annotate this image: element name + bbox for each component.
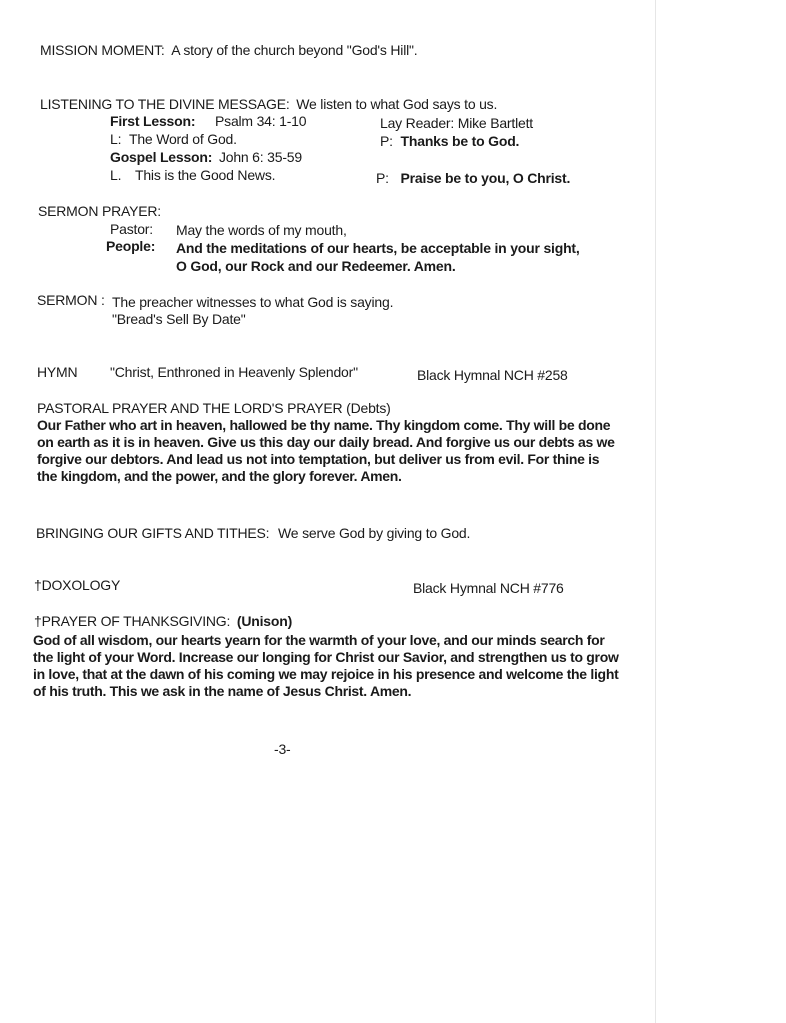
people-line-2: O God, our Rock and our Redeemer. Amen.: [176, 258, 456, 274]
leader-text: The Word of God.: [128, 131, 237, 147]
thanksgiving-line: God of all wisdom, our hearts yearn for the warmth of your love, and our minds search for: [33, 632, 605, 648]
people-text: Praise be to you, O Christ.: [400, 170, 571, 186]
gospel-lesson-line: [110, 149, 302, 165]
lords-prayer-text: [37, 417, 615, 485]
first-lesson-label: First Lesson:: [110, 113, 196, 129]
people-text: Thanks be to God.: [400, 133, 520, 149]
thanksgiving-line: in love, that at the dawn of his coming we may rejoice in his presence and welcome the light: [33, 666, 619, 682]
hymn-title: "Christ, Enthroned in Heavenly Splendor": [110, 364, 358, 380]
doxology-heading: †DOXOLOGY: [34, 577, 121, 593]
lords-prayer-line: forgive our debtors. And lead us not into temptation, but deliver us from evil. For thine is: [37, 451, 600, 467]
thanksgiving-line: the light of your Word. Increase our longing for Christ our Savior, and strengthen us to grow: [33, 649, 619, 665]
page-edge-divider: [655, 0, 656, 1023]
thanksgiving-heading-line: [34, 613, 292, 629]
mission-moment-line: [40, 42, 418, 58]
hymn-number: Black Hymnal NCH #258: [417, 367, 568, 383]
listening-text: We listen to what God says to us.: [296, 96, 498, 112]
people-prefix: P:: [380, 133, 393, 149]
sermon-prayer-heading: SERMON PRAYER:: [38, 203, 161, 219]
lords-prayer-line: on earth as it is in heaven. Give us this day our daily bread. And forgive us our debts as we: [37, 434, 615, 450]
thanksgiving-prayer-text: [33, 632, 619, 700]
leader-response-1: [110, 131, 237, 147]
leader-prefix: L.: [110, 167, 122, 183]
doxology-number: Black Hymnal NCH #776: [413, 580, 564, 596]
people-response-1: [380, 133, 519, 149]
people-line-1: And the meditations of our hearts, be acceptable in your sight,: [176, 240, 580, 256]
hymn-heading: HYMN: [37, 364, 78, 380]
listening-heading-line: [40, 96, 497, 112]
leader-text: This is the Good News.: [134, 167, 276, 183]
unison-label: (Unison): [236, 613, 293, 629]
pastoral-prayer-heading: PASTORAL PRAYER AND THE LORD'S PRAYER (Debts): [37, 400, 391, 416]
pastor-text: May the words of my mouth,: [176, 222, 347, 238]
mission-heading: MISSION MOMENT:: [40, 42, 165, 58]
gospel-lesson-label: Gospel Lesson:: [110, 149, 213, 165]
gifts-line: [36, 525, 470, 541]
people-response-2: [376, 170, 570, 186]
mission-text: A story of the church beyond "God's Hill".: [171, 42, 418, 58]
sermon-heading: SERMON :: [37, 292, 105, 308]
gospel-lesson-ref: John 6: 35-59: [218, 149, 302, 165]
gifts-text: We serve God by giving to God.: [278, 525, 471, 541]
people-label: People:: [106, 238, 156, 254]
leader-response-2: [110, 167, 275, 183]
lords-prayer-line: the kingdom, and the power, and the glory forever. Amen.: [37, 468, 402, 484]
listening-heading: LISTENING TO THE DIVINE MESSAGE:: [40, 96, 290, 112]
pastor-label: Pastor:: [110, 221, 153, 237]
gifts-heading: BRINGING OUR GIFTS AND TITHES:: [36, 525, 270, 541]
leader-prefix: L:: [110, 131, 122, 147]
first-lesson-ref: Psalm 34: 1-10: [215, 113, 307, 129]
sermon-title: "Bread's Sell By Date": [112, 311, 246, 327]
sermon-text: The preacher witnesses to what God is saying.: [112, 294, 394, 310]
page-number: -3-: [274, 741, 291, 757]
thanksgiving-heading: †PRAYER OF THANKSGIVING:: [34, 613, 231, 629]
lords-prayer-line: Our Father who art in heaven, hallowed be thy name. Thy kingdom come. Thy will be done: [37, 417, 611, 433]
people-prefix: P:: [376, 170, 389, 186]
thanksgiving-line: of his truth. This we ask in the name of Jesus Christ. Amen.: [33, 683, 412, 699]
lay-reader: Lay Reader: Mike Bartlett: [380, 115, 533, 131]
